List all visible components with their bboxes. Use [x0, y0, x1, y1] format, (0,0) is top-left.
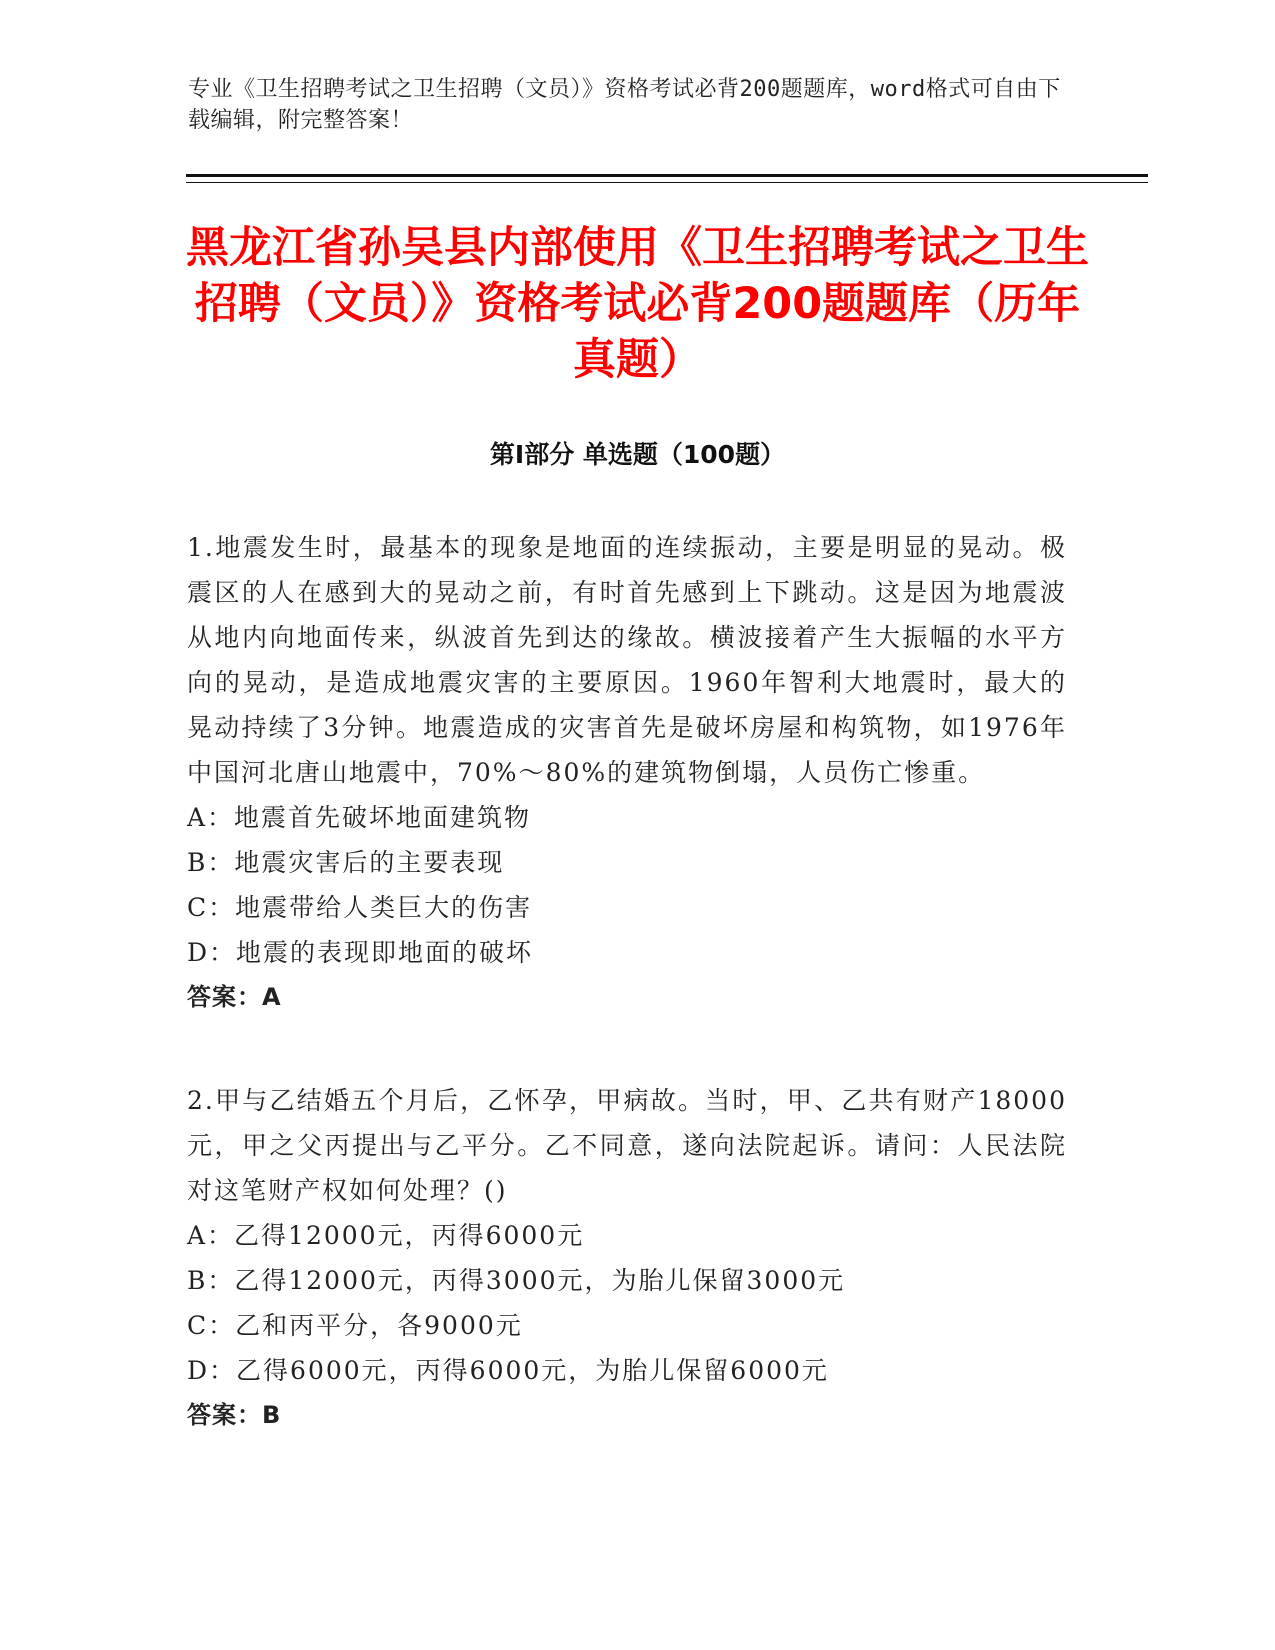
option-a: A：地震首先破坏地面建筑物 [187, 803, 532, 832]
question-item [187, 1078, 1067, 1438]
question-item [187, 525, 1067, 1020]
option-a: A：乙得12000元，丙得6000元 [187, 1221, 585, 1250]
header-rule-thin [186, 182, 1148, 183]
question-stem: 2.甲与乙结婚五个月后，乙怀孕，甲病故。当时，甲、乙共有财产18000元，甲之父丙提出与乙平分。乙不同意，遂向法院起诉。请问：人民法院对这笔财产权如何处理？() [187, 1086, 1067, 1205]
option-d: D：乙得6000元，丙得6000元，为胎儿保留6000元 [187, 1356, 829, 1385]
question-stem: 1.地震发生时，最基本的现象是地面的连续振动，主要是明显的晃动。极震区的人在感到大的晃动之前，有时首先感到上下跳动。这是因为地震波从地内向地面传来，纵波首先到达的缘故。横波接着产生大振幅的水平方向的晃动，是造成地震灾害的主要原因。1960年智利大地震时，最大的晃动持续了3分钟。地震造成的灾害首先是破坏房屋和构筑物，如1976年中国河北唐山地震中，70%～80%的建筑物倒塌，人员伤亡惨重。 [187, 533, 1067, 787]
question-list [187, 525, 1067, 1496]
section-title: 第I部分 单选题（100题） [489, 440, 786, 469]
answer-label: 答案：A [187, 983, 282, 1011]
option-c: C：地震带给人类巨大的伤害 [187, 893, 533, 922]
header-rule-thick [186, 174, 1148, 177]
option-c: C：乙和丙平分，各9000元 [187, 1311, 523, 1340]
answer-label: 答案：B [187, 1401, 282, 1429]
option-b: B：乙得12000元，丙得3000元，为胎儿保留3000元 [187, 1266, 846, 1295]
header-note: 专业《卫生招聘考试之卫生招聘（文员）》资格考试必背200题题库，word格式可自由下载编辑，附完整答案！ [188, 77, 1061, 133]
option-b: B：地震灾害后的主要表现 [187, 848, 505, 877]
option-d: D：地震的表现即地面的破坏 [187, 938, 534, 967]
document-title: 黑龙江省孙吴县内部使用《卫生招聘考试之卫生招聘（文员）》资格考试必背200题题库（历年真题） [186, 223, 1089, 385]
